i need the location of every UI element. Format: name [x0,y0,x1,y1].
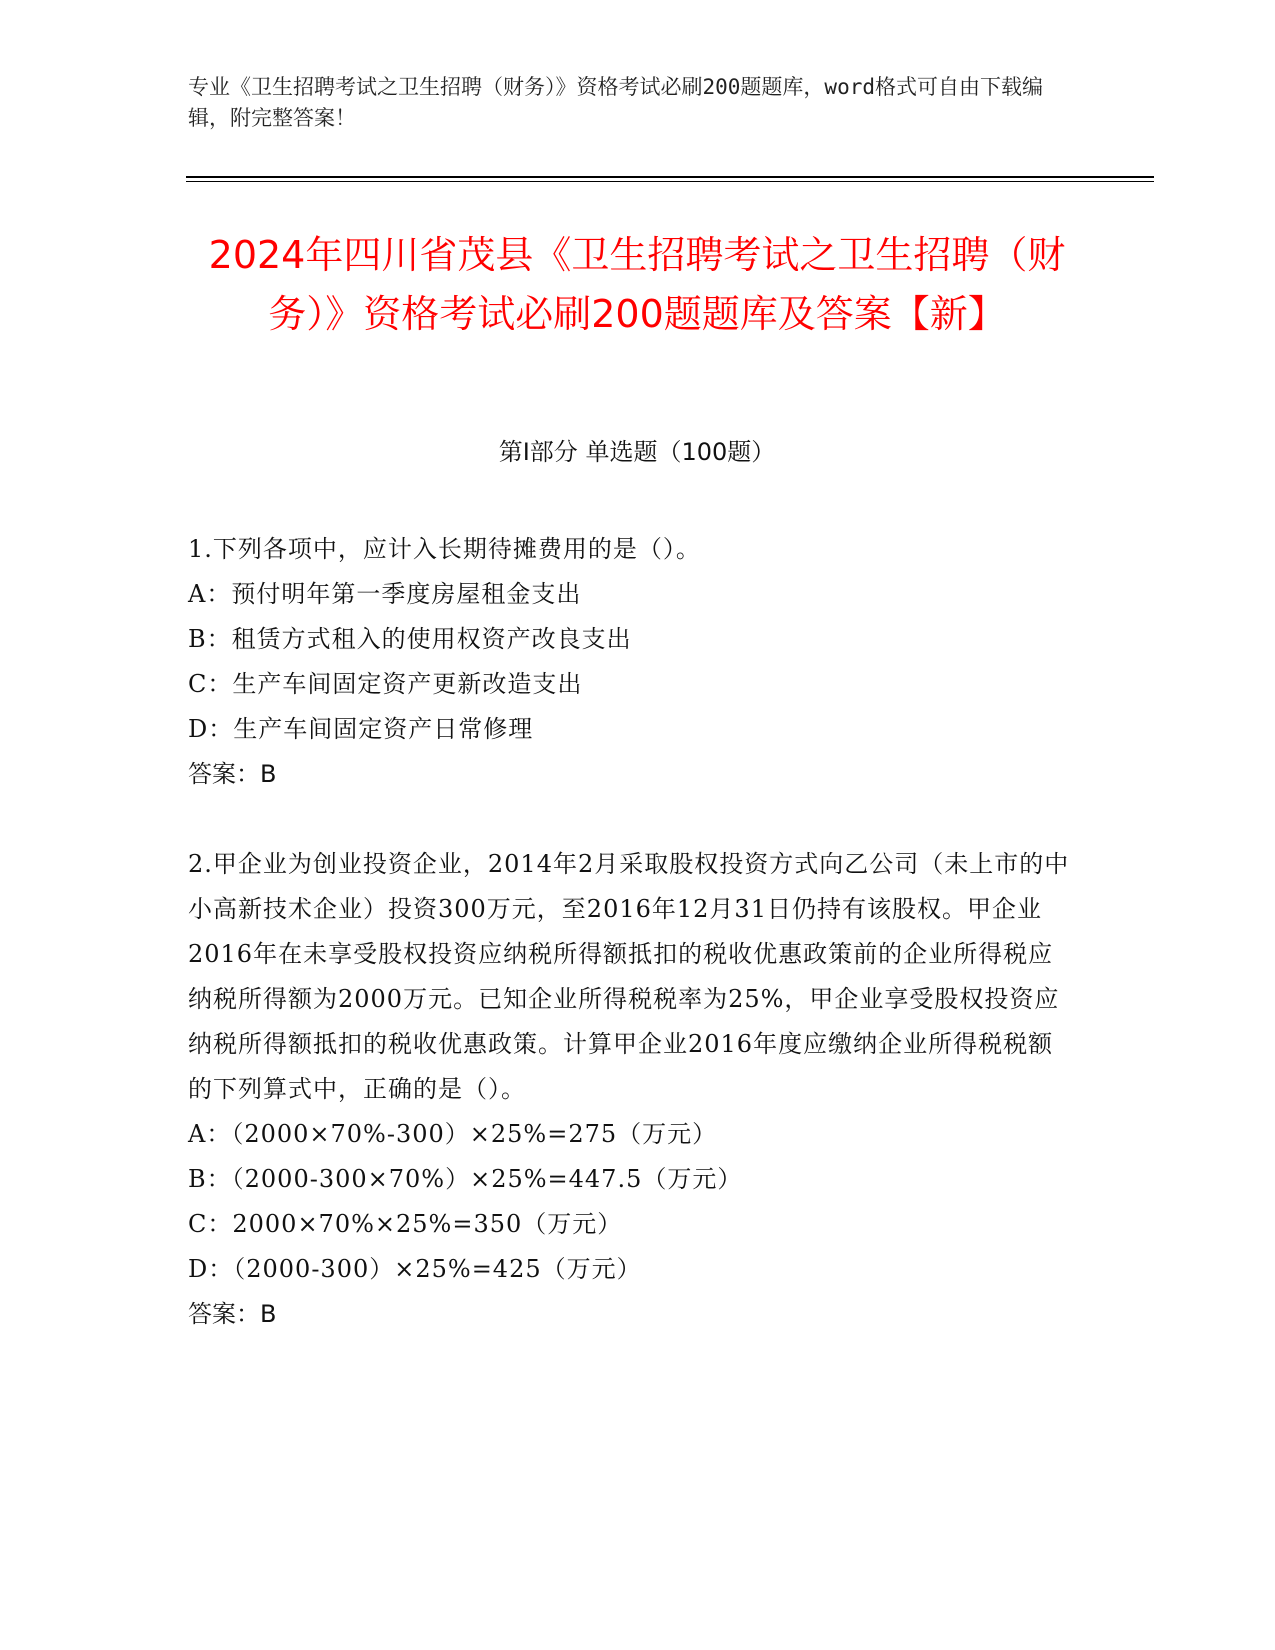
option-a: A：预付明年第一季度房屋租金支出 [188,580,582,608]
document-title: 2024年四川省茂县《卫生招聘考试之卫生招聘（财务）》资格考试必刷200题题库及答案【新】 [208,233,1066,336]
option-c: C：生产车间固定资产更新改造支出 [188,670,583,698]
header-rule-thick [186,176,1154,178]
question-2 [188,842,1078,1337]
option-c: C：2000×70%×25%=350（万元） [188,1210,623,1238]
option-d: D：生产车间固定资产日常修理 [188,715,534,743]
option-d: D：（2000-300）×25%=425（万元） [188,1255,642,1283]
option-a: A：（2000×70%-300）×25%=275（万元） [188,1120,718,1148]
question-1 [188,527,1078,797]
question-stem: 1.下列各项中，应计入长期待摊费用的是（）。 [188,535,701,563]
option-b: B：（2000-300×70%）×25%=447.5（万元） [188,1165,743,1193]
answer: 答案：B [188,760,277,788]
header-note: 专业《卫生招聘考试之卫生招聘（财务）》资格考试必刷200题题库，word格式可自由下载编辑，附完整答案！ [188,75,1043,130]
section-title: 第I部分 单选题（100题） [498,438,776,466]
header-rule-thin [186,181,1154,182]
option-b: B：租赁方式租入的使用权资产改良支出 [188,625,632,653]
question-stem: 2.甲企业为创业投资企业，2014年2月采取股权投资方式向乙公司（未上市的中小高新技术企业）投资300万元，至2016年12月31日仍持有该股权。甲企业2016年在未享受股权投资应纳税所得额抵扣的税收优惠政策前的企业所得税应纳税所得额为2000万元。已知企业所得税税率为25%，甲企业享受股权投资应纳税所得额抵扣的税收优惠政策。计算甲企业2016年度应缴纳企业所得税税额的下列算式中，正确的是（）。 [188,850,1070,1103]
answer: 答案：B [188,1300,277,1328]
